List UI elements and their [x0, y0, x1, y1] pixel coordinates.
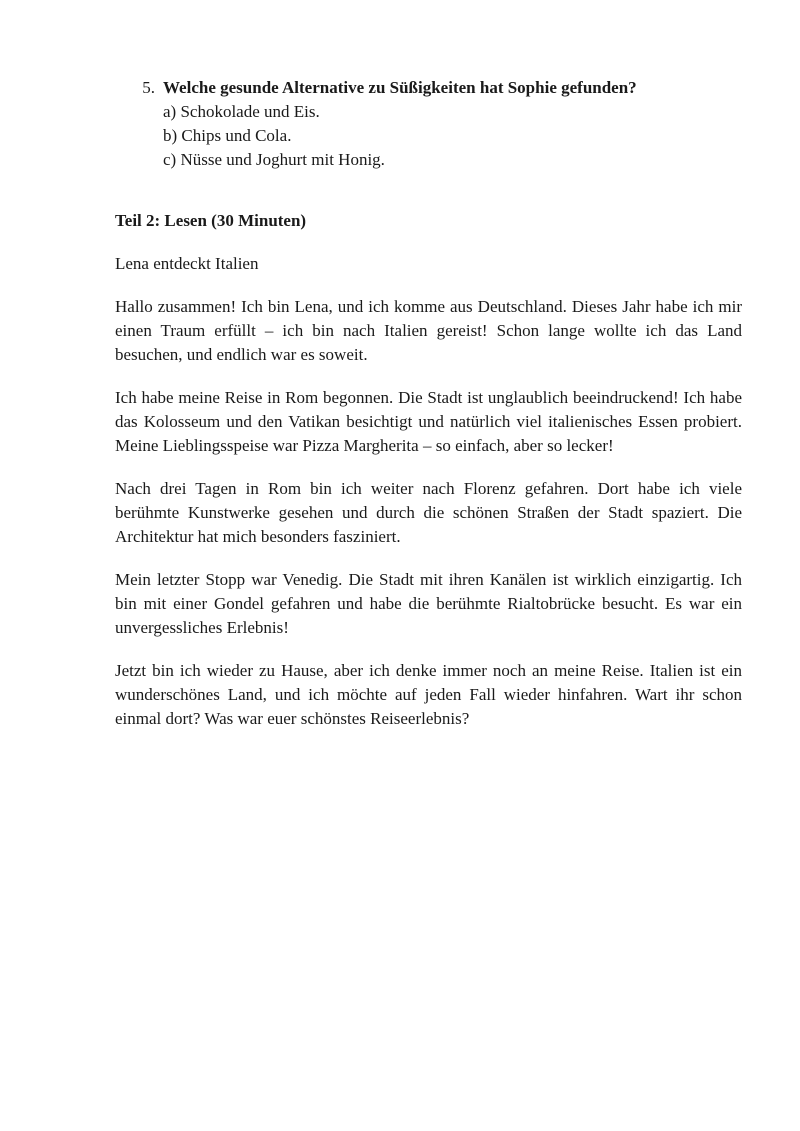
document-page: [115, 76, 742, 731]
answer-option-c: c) Nüsse und Joghurt mit Honig.: [163, 150, 385, 169]
answer-option-b: b) Chips und Cola.: [163, 126, 292, 145]
question-5: [115, 76, 742, 172]
question-text: Welche gesunde Alternative zu Süßigkeiten hat Sophie gefunden?: [163, 78, 637, 97]
reading-paragraph-1: Hallo zusammen! Ich bin Lena, und ich komme aus Deutschland. Dieses Jahr habe ich mir einen Traum erfüllt – ich bin nach Italien gereist! Schon lange wollte ich das Land besuchen, und endlich war es soweit.: [115, 297, 742, 364]
reading-paragraph-3: Nach drei Tagen in Rom bin ich weiter nach Florenz gefahren. Dort habe ich viele berühmte Kunstwerke gesehen und durch die schönen Straßen der Stadt spaziert. Die Architektur hat mich besonders fasziniert.: [115, 479, 742, 546]
answer-option-a: a) Schokolade und Eis.: [163, 102, 320, 121]
section-title: Teil 2: Lesen (30 Minuten): [115, 211, 307, 230]
question-number: 5.: [142, 78, 155, 97]
reading-paragraph-5: Jetzt bin ich wieder zu Hause, aber ich denke immer noch an meine Reise. Italien ist ein wunderschönes Land, und ich möchte auf jeden Fall wieder hinfahren. Wart ihr schon einmal dort? Was war euer schönstes Reiseerlebnis?: [115, 661, 742, 728]
reading-paragraph-2: Ich habe meine Reise in Rom begonnen. Die Stadt ist unglaublich beeindruckend! Ich habe das Kolosseum und den Vatikan besichtigt und natürlich viel italienisches Essen probiert. Meine Lieblingsspeise war Pizza Margherita – so einfach, aber so lecker!: [115, 388, 742, 455]
question-body: [163, 76, 742, 172]
reading-paragraph-4: Mein letzter Stopp war Venedig. Die Stadt mit ihren Kanälen ist wirklich einzigartig. Ich bin mit einer Gondel gefahren und habe die berühmte Rialtobrücke besucht. Es war ein unvergessliches Erlebnis!: [115, 570, 742, 637]
reading-title: Lena entdeckt Italien: [115, 254, 259, 273]
